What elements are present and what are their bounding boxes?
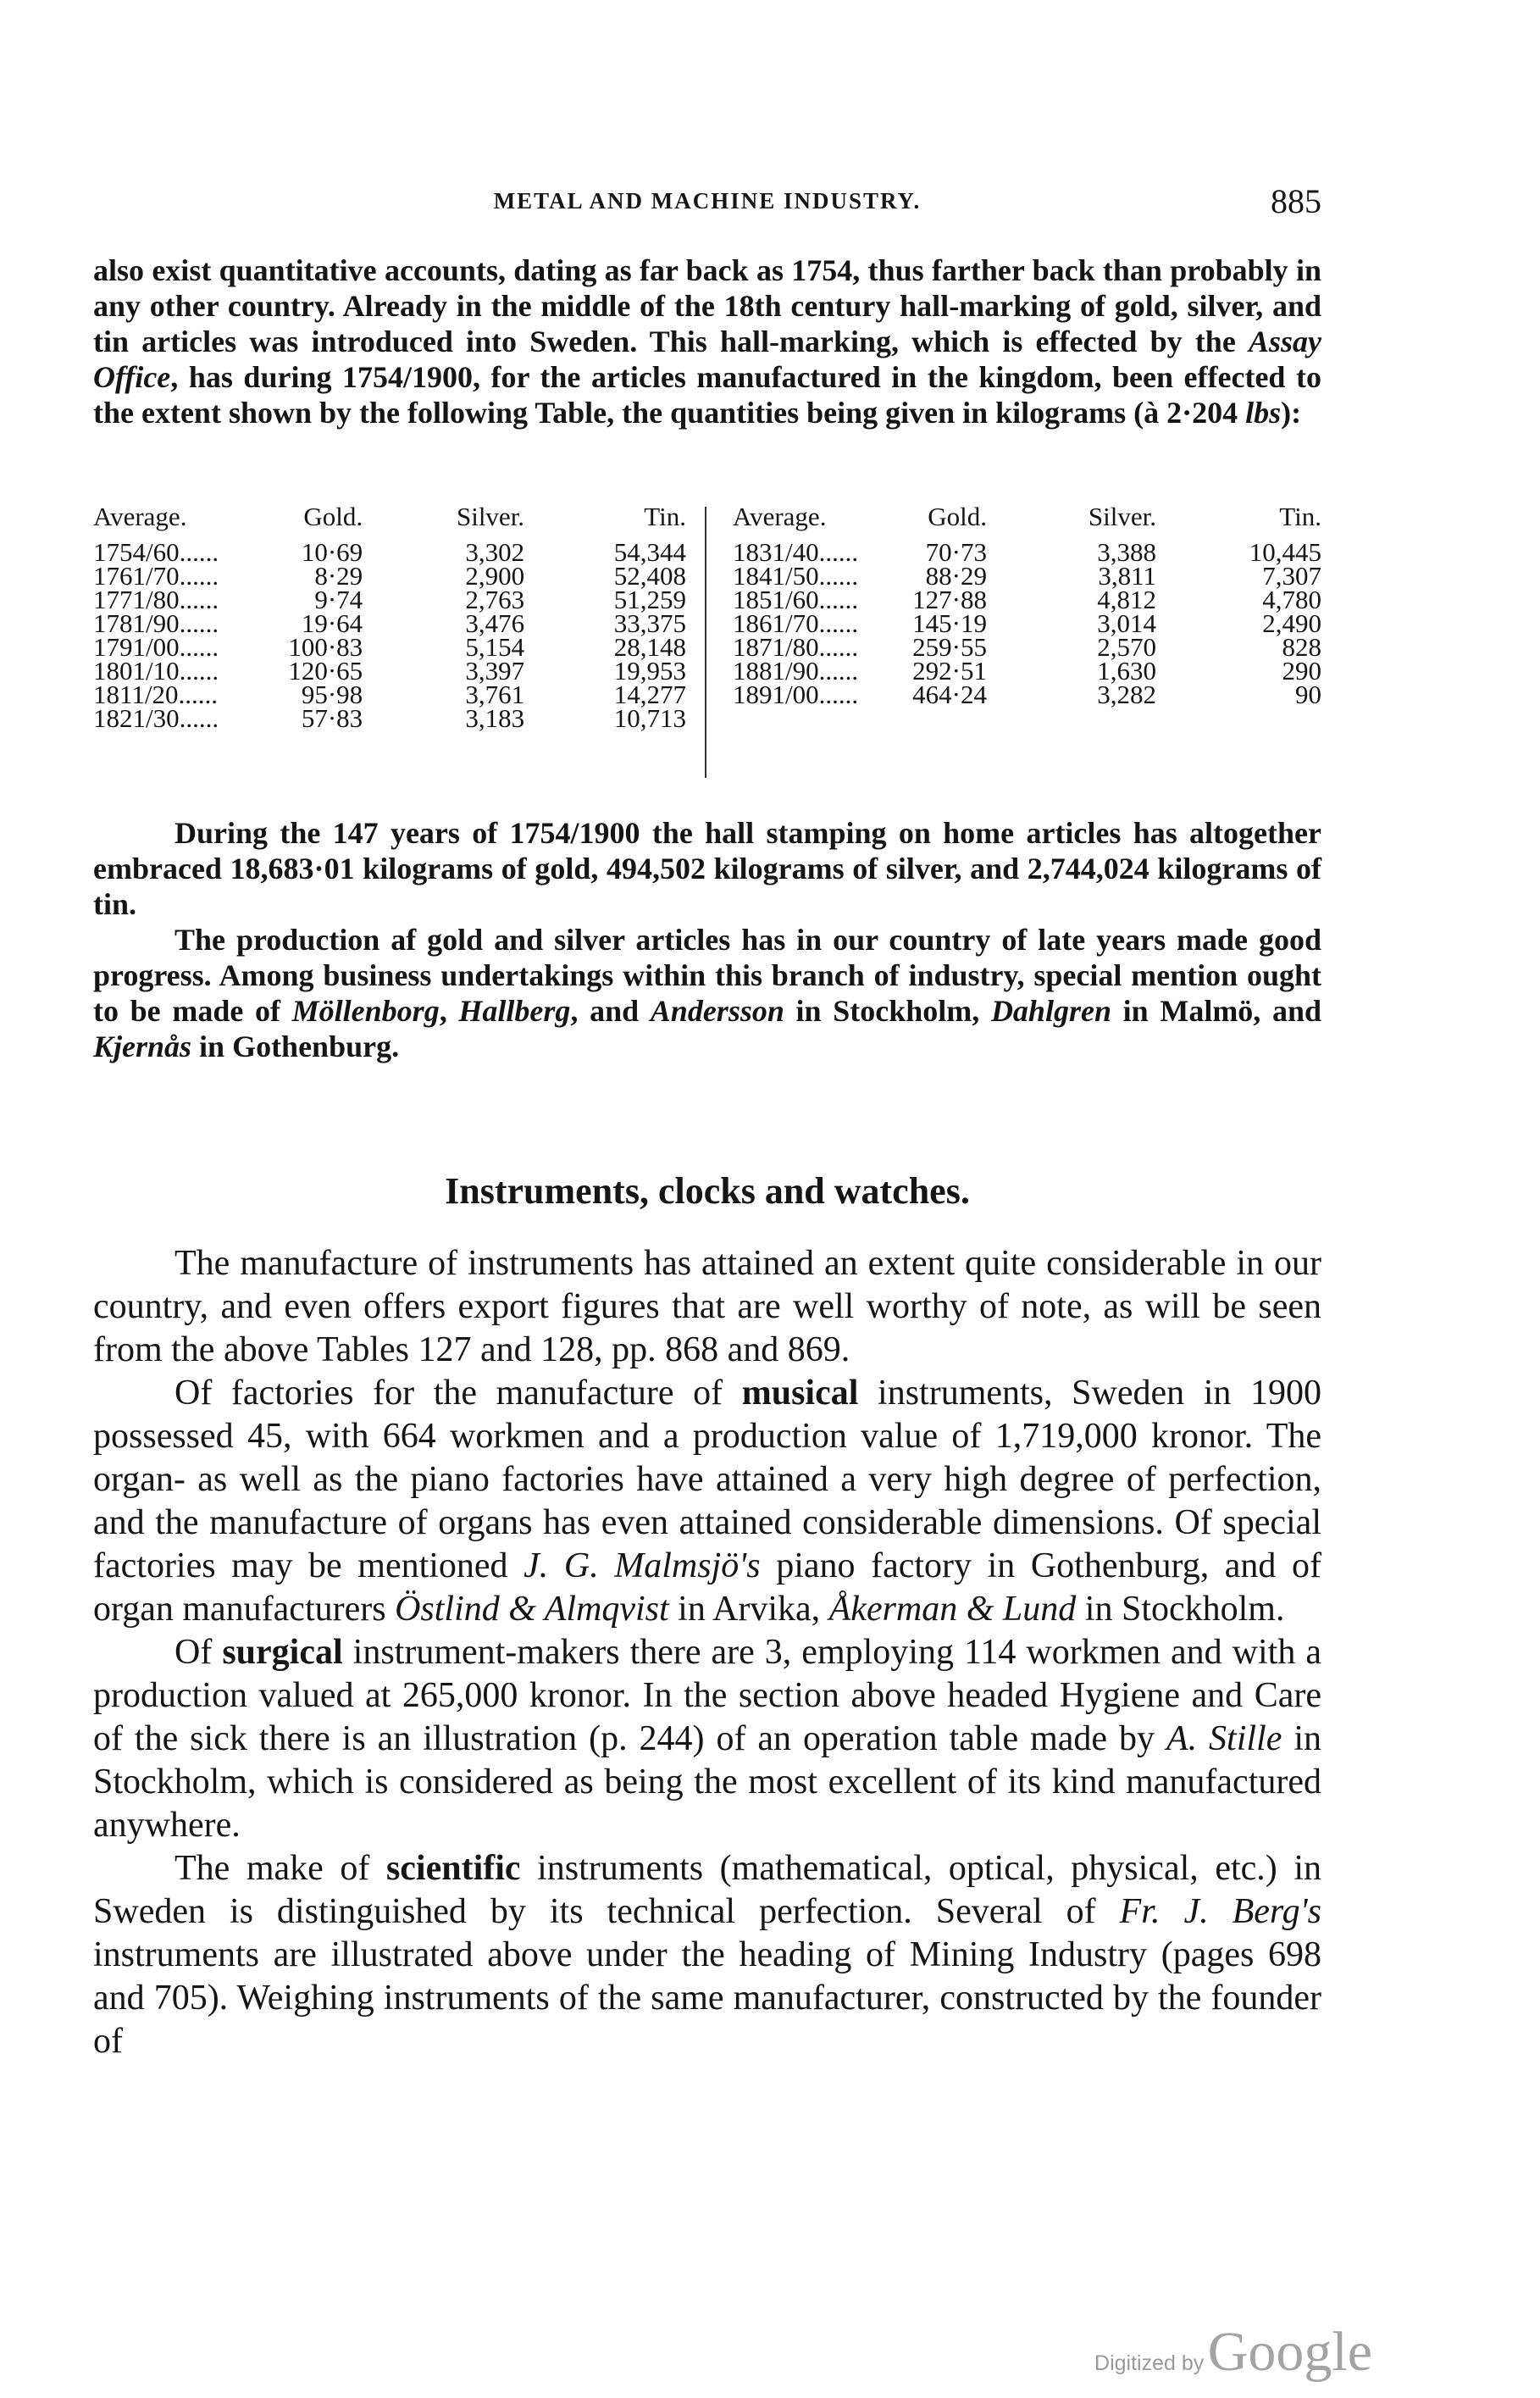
table-header-row [93,502,686,541]
page-number: 885 [1271,182,1321,220]
instruments-paragraph-3: Of surgical instrument-makers there are 3, employing 114 workmen and with a production valued at 265,000 kronor. In the section above headed Hygiene and Care of the sick there is an illustration (p. 244) of an operation table made by A. Stille in Stockholm, which is considered as being the most excellent of its kind manufactured anywhere. [93,1633,1321,1845]
firm-name: Kjernås [93,1030,192,1063]
table-row: 1791/00...... 100·83 5,154 28,148 [93,632,686,662]
firm-name: Andersson [650,994,784,1028]
running-header [93,182,1321,224]
column-header-tin: Tin. [1279,502,1321,531]
watermark-brand: Google [1207,2321,1372,2383]
column-header-silver: Silver. [1088,502,1156,531]
firm-name: Hallberg [458,994,571,1028]
table-header-row [733,502,1321,541]
firm-name: Åkerman & Lund [828,1590,1077,1629]
table-row: 1771/80...... 9·74 2,763 51,259 [93,585,686,614]
table-row: 1754/60...... 10·69 3,302 54,344 [93,537,686,567]
watermark-prefix: Digitized by [1094,2351,1205,2375]
table-row: 1811/20...... 95·98 3,761 14,277 [93,680,686,709]
table-row: 1891/00...... 464·24 3,282 90 [733,680,1321,709]
musical-term: musical [741,1374,859,1413]
running-title: METAL AND MACHINE INDUSTRY. [493,188,922,214]
summary-paragraph-2: The production af gold and silver articles has in our country of late years made good progress. Among business undertakings within this branch of industry, special mention ought to be made of Möllenborg, Hallberg, and Andersson in Stockholm, Dahlgren in Malmö, and Kjernås in Gothenburg. [93,923,1322,1063]
summary-paragraph-1: During the 147 years of 1754/1900 the hall stamping on home articles has altogether embraced 18,683·01 kilograms of gold, 494,502 kilograms of silver, and 2,744,024 kilograms of tin. [93,816,1321,921]
table-row: 1871/80...... 259·55 2,570 828 [733,632,1321,662]
firm-name: J. G. Malmsjö's [523,1546,761,1585]
firm-name: Fr. J. Berg's [1119,1892,1321,1931]
firm-name: Östlind & Almqvist [395,1590,669,1629]
assay-office-term: Assay Office [93,325,1321,394]
table-row: 1841/50...... 88·29 3,811 7,307 [733,561,1321,591]
table-row: 1861/70...... 145·19 3,014 2,490 [733,608,1321,638]
column-header-gold: Gold. [928,502,987,531]
hallmark-table-right [733,502,1321,707]
instruments-paragraph-4: The make of scientific instruments (mathematical, optical, physical, etc.) in Sweden is distinguished by its technical perfection. Several of Fr. J. Berg's instruments are illustrated above under the heading of Mining Industry (pages 698 and 705). Weighing instruments of the same manufacturer, constructed by the founder of [93,1849,1321,2061]
table-row: 1781/90...... 19·64 3,476 33,375 [93,608,686,638]
section-heading: Instruments, clocks and watches. [445,1170,970,1212]
column-header-tin: Tin. [644,502,686,531]
table-row: 1831/40...... 70·73 3,388 10,445 [733,537,1321,567]
surgical-term: surgical [222,1633,343,1672]
column-header-average: Average. [93,502,187,531]
hallmark-table [93,502,1321,781]
table-divider [705,507,706,778]
firm-name: Dahlgren [990,994,1111,1028]
intro-paragraph: also exist quantitative accounts, dating as far back as 1754, thus farther back than probably in any other country. Already in the middle of the 18th century hall-marking of gold, silver, and tin articles was introduced into Sweden. This hall-marking, which is effected by the Assay Office, has during 1754/1900, for the articles manufactured in the kingdom, been effected to the extent shown by the following Table, the quantities being given in kilograms (à 2·204 lbs): [93,253,1321,430]
instruments-paragraph-1: The manufacture of instruments has attained an extent quite considerable in our country, and even offers export figures that are well worthy of note, as will be seen from the above Tables 127 and 128, pp. 868 and 869. [93,1244,1321,1369]
scientific-term: scientific [385,1849,521,1888]
column-header-average: Average. [733,502,827,531]
instruments-paragraph-2: Of factories for the manufacture of musical instruments, Sweden in 1900 possessed 45, with 664 workmen and a production value of 1,719,000 kronor. The organ- as well as the piano factories have attained a very high degree of perfection, and the manufacture of organs has even attained considerable dimensions. Of special factories may be mentioned J. G. Malmsjö's piano factory in Gothenburg, and of organ manufacturers Östlind & Almqvist in Arvika, Åkerman & Lund in Stockholm. [93,1374,1321,1629]
hallmark-table-left [93,502,686,733]
digitized-watermark [1094,2320,1372,2384]
table-row: 1801/10...... 120·65 3,397 19,953 [93,656,686,686]
column-header-silver: Silver. [456,502,525,531]
column-header-gold: Gold. [303,502,363,531]
table-row: 1851/60...... 127·88 4,812 4,780 [733,585,1321,614]
firm-name: A. Stille [1166,1719,1282,1758]
table-row: 1761/70...... 8·29 2,900 52,408 [93,561,686,591]
lbs-unit: lbs [1245,396,1282,430]
table-row: 1881/90...... 292·51 1,630 290 [733,656,1321,686]
summary-section [93,815,1321,1064]
table-row: 1821/30...... 57·83 3,183 10,713 [93,703,686,733]
firm-name: Möllenborg [291,994,440,1028]
instruments-section [93,1242,1321,2063]
